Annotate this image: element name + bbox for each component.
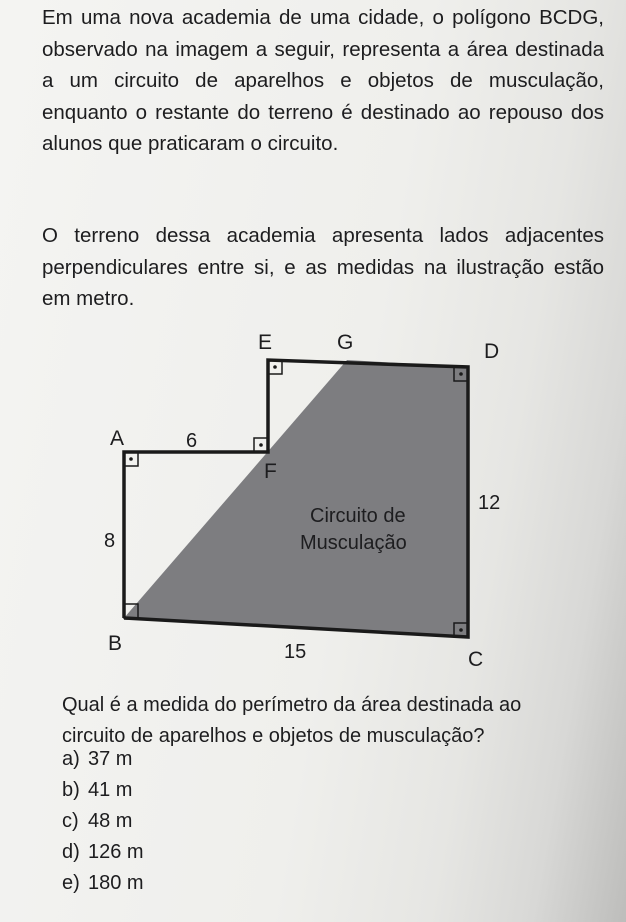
measure-BC: 15 [284,641,307,663]
vertex-label-C: C [468,648,484,671]
option-text: 180 m [88,872,144,894]
option-text: 41 m [88,779,133,801]
option-text: 126 m [88,841,144,863]
option-letter: c) [62,810,79,832]
option-a[interactable] [62,744,144,775]
vertex-label-F: F [264,460,277,483]
question-text: Qual é a medida do perímetro da área destinada ao circuito de aparelhos e objetos de musculação? [62,694,522,747]
option-letter: a) [62,748,80,770]
option-text: 37 m [88,748,133,770]
option-e[interactable] [62,868,144,899]
vertex-label-G: G [337,331,354,354]
geometry-figure [0,320,626,680]
option-letter: b) [62,779,80,801]
measure-AF: 6 [186,430,198,452]
option-letter: d) [62,841,80,863]
option-letter: e) [62,872,80,894]
option-b[interactable] [62,775,144,806]
option-c[interactable] [62,806,144,837]
intro-paragraph: Em uma nova academia de uma cidade, o polígono BCDG, observado na imagem a seguir, representa a área destinada a um circuito de aparelhos e objetos de musculação, enquanto o restante do terreno é destinado ao repouso dos alunos que praticaram o circuito. [42,6,604,155]
region-label-line1: Circuito de [310,505,406,527]
vertex-label-B: B [108,632,123,655]
region-label-line2: Musculação [300,532,407,554]
option-d[interactable] [62,837,144,868]
vertex-label-A: A [110,427,125,450]
answer-options [62,744,144,899]
option-text: 48 m [88,810,133,832]
vertex-label-D: D [484,340,500,363]
measure-AB: 8 [104,530,116,552]
vertex-label-E: E [258,331,273,354]
circuit-region [124,360,468,637]
second-paragraph: O terreno dessa academia apresenta lados adjacentes perpendiculares entre si, e as medidas na ilustração estão em metro. [42,224,604,310]
measure-CD: 12 [478,492,501,514]
